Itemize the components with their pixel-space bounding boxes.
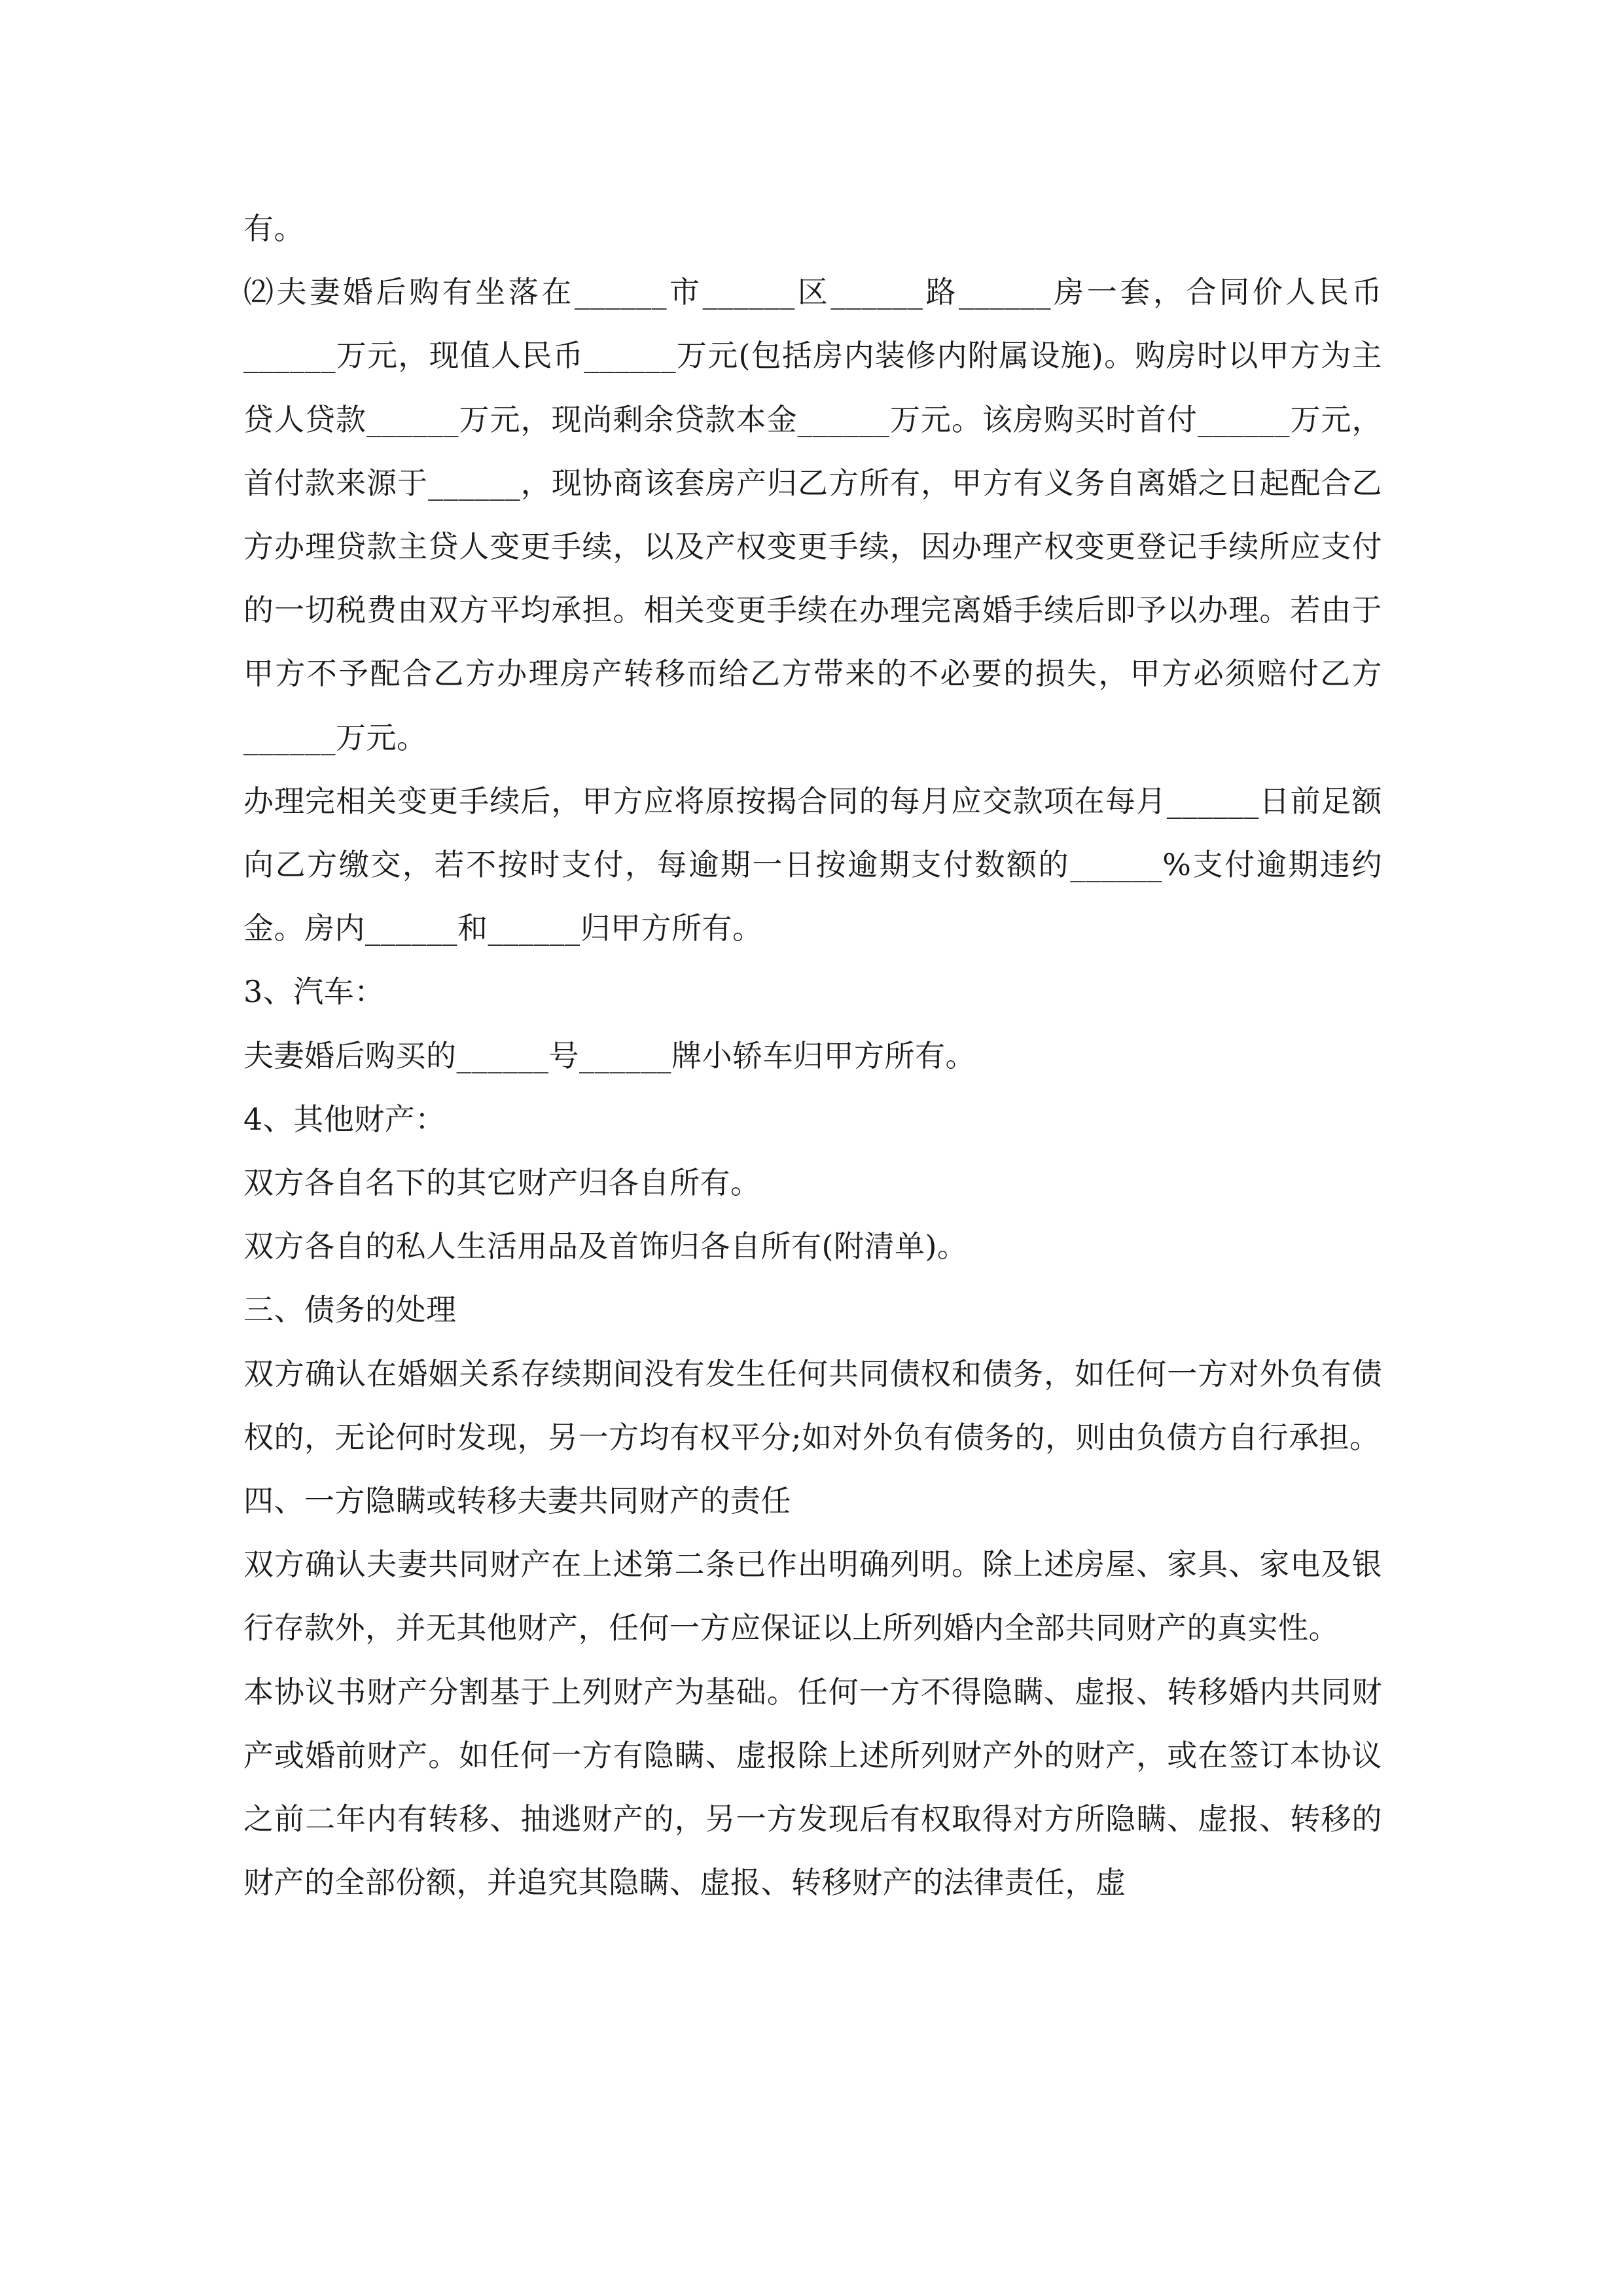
heading-other-property: 4、其他财产： <box>243 1101 446 1137</box>
paragraph-personal-items: 双方各自的私人生活用品及首饰归各自所有(附清单)。 <box>243 1229 968 1265</box>
paragraph-concealment-liability: 本协议书财产分割基于上列财产为基础。任何一方不得隐瞒、虚报、转移婚内共同财产或婚前财产。如任何一方有隐瞒、虚报除上述所列财产外的财产，或在签订本协议之前二年内有转移、抽逃财产的，另一方发现后有权取得对方所隐瞒、虚报、转移的财产的全部份额，并追究其隐瞒、虚报、转移财产的法律责任，虚 <box>243 1674 1382 1901</box>
document-body <box>243 197 1382 1914</box>
paragraph-other-property: 双方各自名下的其它财产归各自所有。 <box>243 1165 761 1201</box>
heading-debts: 三、债务的处理 <box>243 1292 457 1328</box>
heading-car: 3、汽车： <box>243 974 385 1010</box>
paragraph-mortgage-payment: 办理完相关变更手续后，甲方应将原按揭合同的每月应交款项在每月______日前足额向乙方缴交，若不按时支付，每逾期一日按逾期支付数额的______%支付逾期违约金。房内______和______归甲方所有。 <box>243 783 1382 946</box>
heading-concealment: 四、一方隐瞒或转移夫妻共同财产的责任 <box>243 1483 791 1519</box>
paragraph-house-clause: ⑵夫妻婚后购有坐落在______市______区______路______房一套，合同价人民币______万元，现值人民币______万元(包括房内装修内附属设施)。购房时以甲方为主贷人贷款______万元，现尚剩余贷款本金______万元。该房购买时首付______万元，首付款来源于______，现协商该套房产归乙方所有，甲方有义务自离婚之日起配合乙方办理贷款主贷人变更手续，以及产权变更手续，因办理产权变更登记手续所应支付的一切税费由双方平均承担。相关变更手续在办理完离婚手续后即予以办理。若由于甲方不予配合乙方办理房产转移而给乙方带来的不必要的损失，甲方必须赔付乙方______万元。 <box>243 274 1382 755</box>
paragraph-car: 夫妻婚后购买的______号______牌小轿车归甲方所有。 <box>243 1037 976 1073</box>
paragraph-continuation: 有。 <box>243 211 304 246</box>
paragraph-debts: 双方确认在婚姻关系存续期间没有发生任何共同债权和债务，如任何一方对外负有债权的，无论何时发现，另一方均有权平分;如对外负有债务的，则由负债方自行承担。 <box>243 1355 1382 1455</box>
paragraph-concealment-confirm: 双方确认夫妻共同财产在上述第二条已作出明确列明。除上述房屋、家具、家电及银行存款外，并无其他财产，任何一方应保证以上所列婚内全部共同财产的真实性。 <box>243 1547 1382 1646</box>
